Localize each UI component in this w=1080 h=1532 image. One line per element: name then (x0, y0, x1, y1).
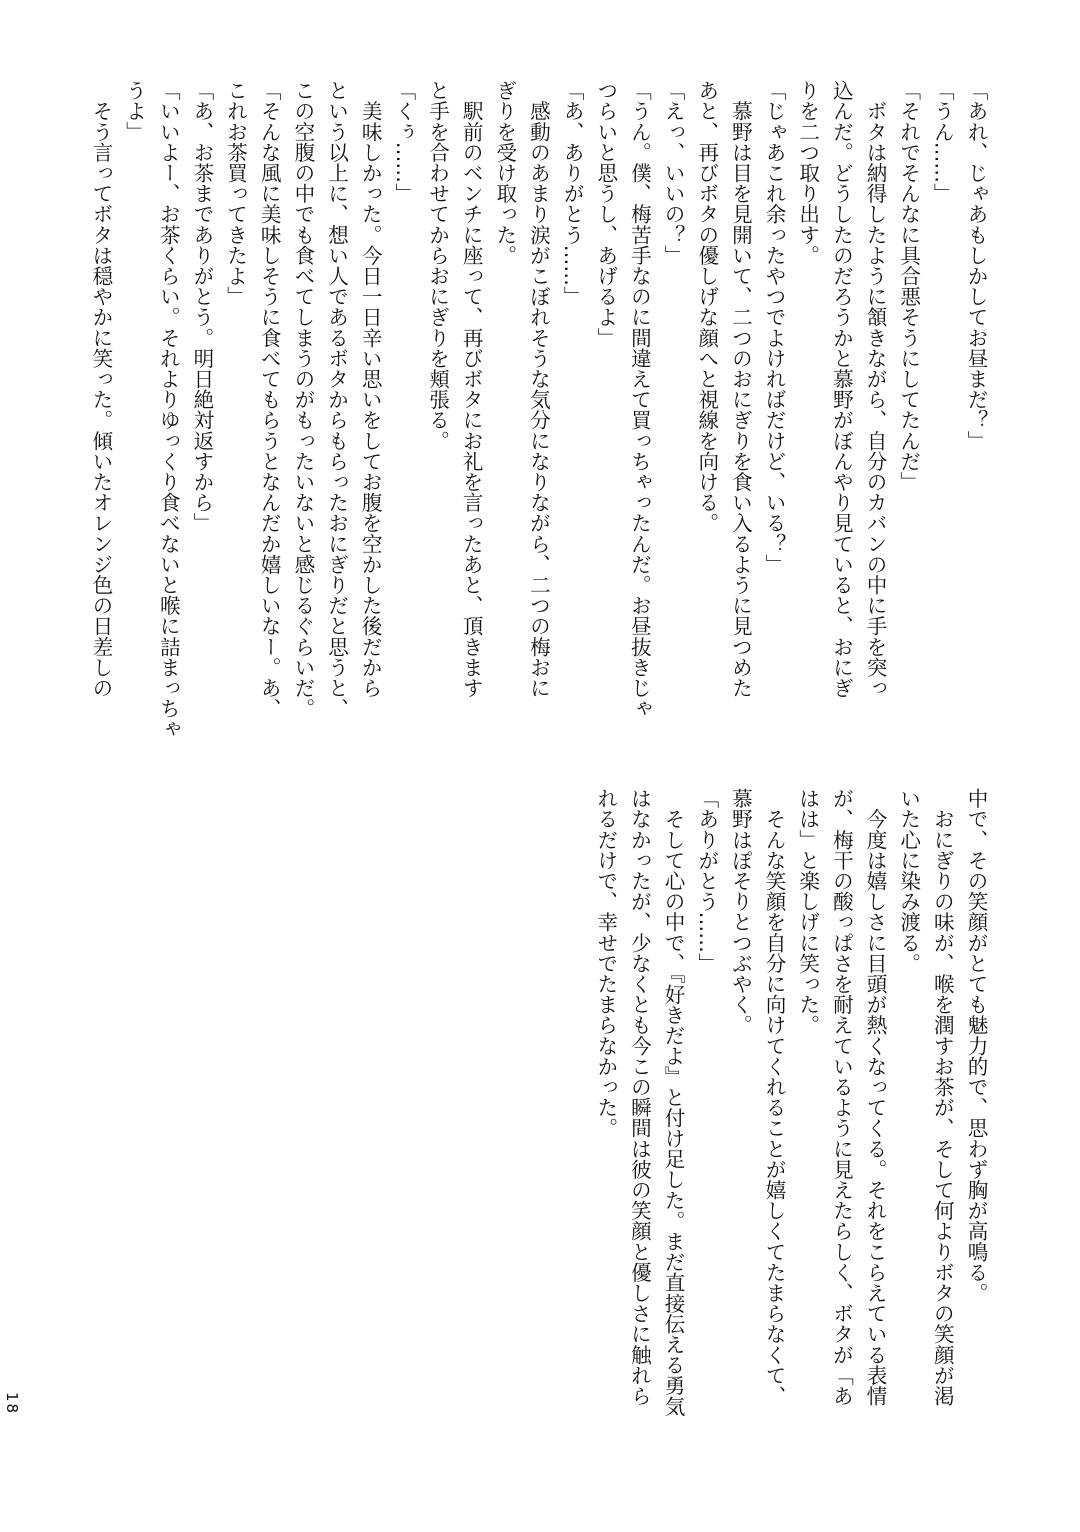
text-column: おにぎりの味が、喉を潤すお茶が、そして何よりボタの笑顔が渇 (930, 788, 955, 1406)
text-column: 「それでそんなに具合悪そうにしてたんだ」 (896, 80, 921, 492)
text-column: 美味しかった。今日一日辛い思いをしてお腹を空かした後だから (358, 80, 383, 698)
text-column: そう言ってボタは穏やかに笑った。傾いたオレンジ色の日差しの (88, 80, 113, 698)
text-column: そんな笑顔を自分に向けてくれることが嬉しくてたまらなくて、 (762, 788, 787, 1406)
text-column: と手を合わせてからおにぎりを頬張る。 (425, 80, 450, 451)
text-column: 慕野は目を見開いて、二つのおにぎりを食い入るように見つめた (728, 80, 753, 698)
text-column: ボタは納得したように頷きながら、自分のカバンの中に手を突っ (863, 80, 888, 698)
page-number: 18 (3, 1392, 21, 1416)
text-column: ぎりを受け取った。 (492, 80, 517, 266)
text-column: 「うん……」 (930, 80, 955, 204)
text-column: 「そんな風に美味しそうに食べてもらうとなんだか嬉しいなー。あ、 (257, 80, 282, 719)
text-column: 今度は嬉しさに目頭が熱くなってくる。それをこらえている表情 (863, 788, 888, 1406)
text-column: 「いいよー、お茶くらい。それよりゆっくり食べないと喉に詰まっちゃ (156, 80, 181, 740)
text-column: 「うん。僕、梅苦手なのに間違えて買っちゃったんだ。お昼抜きじゃ (627, 80, 652, 719)
text-column: れるだけで、幸せでたまらなかった。 (593, 788, 618, 1139)
text-column: うよ」 (122, 80, 147, 142)
text-column: これお茶買ってきたよ」 (223, 80, 248, 307)
text-column: という以上に、想い人であるボタからもらったおにぎりだと思うと、 (324, 80, 349, 719)
text-column: 「くぅ……」 (391, 80, 416, 204)
text-column: 「あれ、じゃあもしかしてお昼まだ？」 (964, 80, 988, 451)
text-column: いた心に染み渡る。 (896, 788, 921, 974)
text-column: 込んだ。どうしたのだろうかと慕野がぼんやり見ていると、おにぎ (829, 80, 854, 698)
text-column: 「じゃあこれ余ったやつでよければだけど、いる？」 (762, 80, 787, 575)
text-column: この空腹の中でも食べてしまうのがもったいないと感じるぐらいだ。 (290, 80, 315, 719)
text-column: が、梅干の酸っぱさを耐えているように見えたらしく、ボタが「あ (829, 788, 854, 1406)
text-column: あと、再びボタの優しげな顔へと視線を向ける。 (694, 80, 719, 534)
text-column: 駅前のベンチに座って、再びボタにお礼を言ったあと、頂きます (459, 80, 484, 698)
text-column: 感動のあまり涙がこぼれそうな気分になりながら、二つの梅おに (526, 80, 551, 698)
text-block-bottom (588, 788, 992, 1458)
text-column: りを二つ取り出す。 (795, 80, 820, 266)
text-block-top (83, 80, 992, 750)
text-column: 中で、その笑顔がとても魅力的で、思わず胸が高鳴る。 (964, 788, 988, 1303)
text-column: 「えっ、いいの？」 (661, 80, 686, 266)
text-column: 「あ、お茶までありがとう。明日絶対返すから」 (189, 80, 214, 534)
text-column: つらいと思うし、あげるよ」 (593, 80, 618, 348)
text-column: 慕野はぽそりとつぶやく。 (728, 788, 753, 1036)
text-column: はなかったが、少なくとも今この瞬間は彼の笑顔と優しさに触れら (627, 788, 652, 1406)
text-column: はは」と楽しげに笑った。 (795, 788, 820, 1036)
text-column: 「あ、ありがとう……」 (560, 80, 585, 307)
text-column: そして心の中で、『好きだよ』と付け足した。まだ直接伝える勇気 (661, 788, 686, 1417)
text-column: 「ありがとう……」 (694, 788, 719, 974)
